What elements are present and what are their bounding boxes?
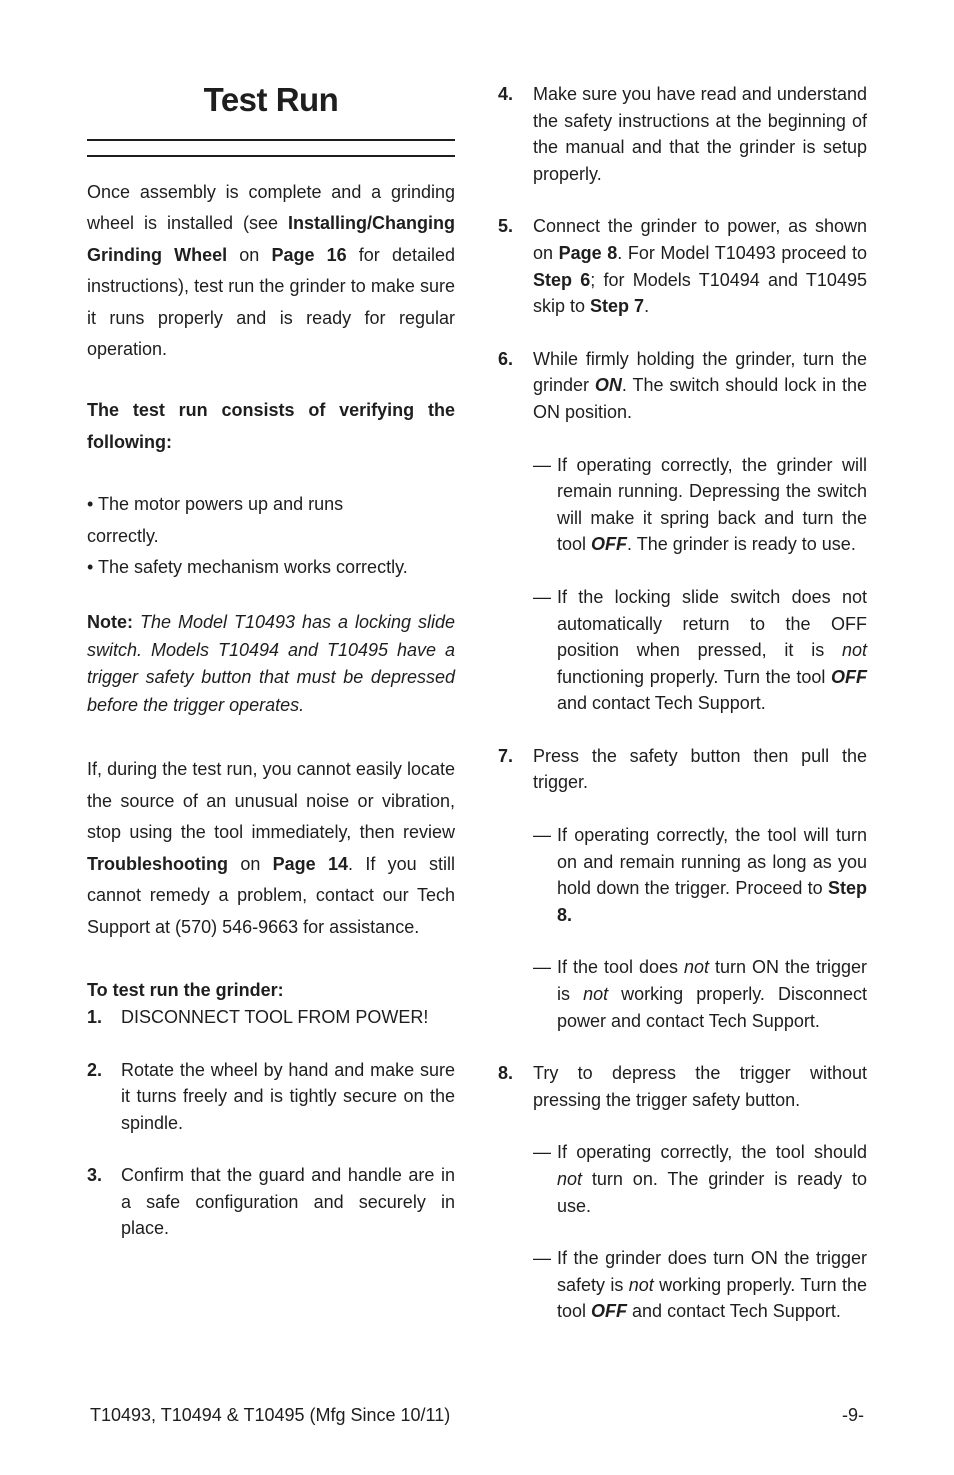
page-reference: Page 16 bbox=[271, 244, 347, 265]
step-5 bbox=[498, 213, 867, 319]
step-3 bbox=[87, 1162, 455, 1242]
step-8-outcome-ok: — If operating correctly, the tool should not turn on. The grinder is ready to use. bbox=[533, 1139, 867, 1219]
step-number: 5. bbox=[498, 216, 514, 237]
step-text: Connect the grinder to power, as shown on Page 8. For Model T10493 proceed to Step 6; for Models T10494 and T10495 skip to Step 7. bbox=[533, 216, 867, 317]
em-dash: — bbox=[533, 1248, 551, 1269]
step-8-outcome-fail: — If the grinder does turn ON the trigger safety is not working properly. Turn the tool OFF and contact Tech Support. bbox=[533, 1245, 867, 1325]
step-text: While firmly holding the grinder, turn the grinder ON. The switch should lock in the ON position. bbox=[533, 348, 868, 422]
step-7-outcome-fail: — If the tool does not turn ON the trigger is not working properly. Disconnect power and contact Tech Support. bbox=[533, 954, 867, 1034]
left-column bbox=[87, 78, 455, 1242]
note-paragraph: Note: The Model T10493 has a locking slide switch. Models T10494 and T10495 have a trigger safety button that must be depressed before the trigger operates. bbox=[87, 612, 455, 715]
footer-model-info: T10493, T10494 & T10495 (Mfg Since 10/11) bbox=[90, 1405, 451, 1425]
step-number: 8. bbox=[498, 1063, 514, 1084]
em-dash: — bbox=[533, 586, 551, 607]
verification-list bbox=[87, 489, 455, 583]
step-6-outcome-ok: — If operating correctly, the grinder will remain running. Depressing the switch will make it spring back and turn the tool OFF. The grinder is ready to use. bbox=[533, 452, 867, 558]
em-dash: — bbox=[533, 825, 551, 846]
step-6-outcome-fail: — If the locking slide switch does not automatically return to the OFF position when pressed, it is not functioning properly. Turn the tool OFF and contact Tech Support. bbox=[533, 584, 867, 717]
section-reference: Installing/Changing Grinding Wheel bbox=[87, 213, 455, 265]
step-1 bbox=[87, 1004, 455, 1031]
troubleshooting-paragraph: If, during the test run, you cannot easily locate the source of an unusual noise or vibration, stop using the tool immediately, then review Troubleshooting on Page 14. If you still cannot remedy a problem, contact our Tech Support at (570) 546-9663 for assistance. bbox=[87, 759, 456, 937]
list-item: • The motor powers up and runs bbox=[87, 494, 344, 515]
step-number: 4. bbox=[498, 84, 514, 104]
page-number: -9- bbox=[842, 1405, 864, 1425]
em-dash: — bbox=[533, 1142, 551, 1163]
title-rules bbox=[87, 139, 455, 157]
list-item-continuation: correctly. bbox=[87, 525, 159, 546]
step-number: 6. bbox=[498, 348, 514, 369]
note-label: Note: bbox=[87, 612, 133, 633]
section-reference: Troubleshooting bbox=[87, 853, 228, 874]
step-7 bbox=[498, 743, 867, 796]
step-text: Rotate the wheel by hand and make sure it turns freely and is tightly secure on the spindle. bbox=[121, 1059, 455, 1133]
step-2 bbox=[87, 1057, 455, 1137]
page-title: Test Run bbox=[203, 81, 339, 118]
page-reference: Page 14 bbox=[272, 853, 349, 874]
step-text: DISCONNECT TOOL FROM POWER! bbox=[121, 1006, 429, 1027]
verification-lead: The test run consists of verifying the following: bbox=[87, 400, 455, 452]
steps-heading: To test run the grinder: bbox=[87, 979, 284, 1000]
divider-line bbox=[87, 139, 455, 141]
step-number: 7. bbox=[498, 745, 514, 766]
step-7-outcome-ok: — If operating correctly, the tool will turn on and remain running as long as you hold down the trigger. Proceed to Step 8. bbox=[533, 822, 867, 928]
step-number: 2. bbox=[87, 1059, 103, 1080]
step-text: Make sure you have read and understand the safety instructions at the beginning of the manual and that the grinder is setup properly. bbox=[533, 84, 867, 184]
step-8 bbox=[498, 1060, 867, 1113]
step-number: 3. bbox=[87, 1165, 103, 1186]
intro-paragraph: Once assembly is complete and a grinding wheel is installed (see Installing/Changing Grinding Wheel on Page 16 for detailed instructions), test run the grinder to make sure it runs properly and is ready for regular operation. bbox=[87, 182, 456, 360]
step-6 bbox=[498, 346, 867, 426]
step-text: Try to depress the trigger without pressing the trigger safety button. bbox=[533, 1063, 867, 1110]
list-item: • The safety mechanism works correctly. bbox=[87, 557, 408, 578]
step-text: Press the safety button then pull the trigger. bbox=[533, 745, 867, 793]
right-column bbox=[498, 81, 867, 1325]
divider-line bbox=[87, 155, 455, 157]
step-text: Confirm that the guard and handle are in a safe configuration and securely in place. bbox=[121, 1165, 455, 1239]
em-dash: — bbox=[533, 454, 551, 475]
step-4 bbox=[498, 81, 867, 187]
em-dash: — bbox=[533, 957, 551, 978]
step-number: 1. bbox=[87, 1006, 103, 1027]
